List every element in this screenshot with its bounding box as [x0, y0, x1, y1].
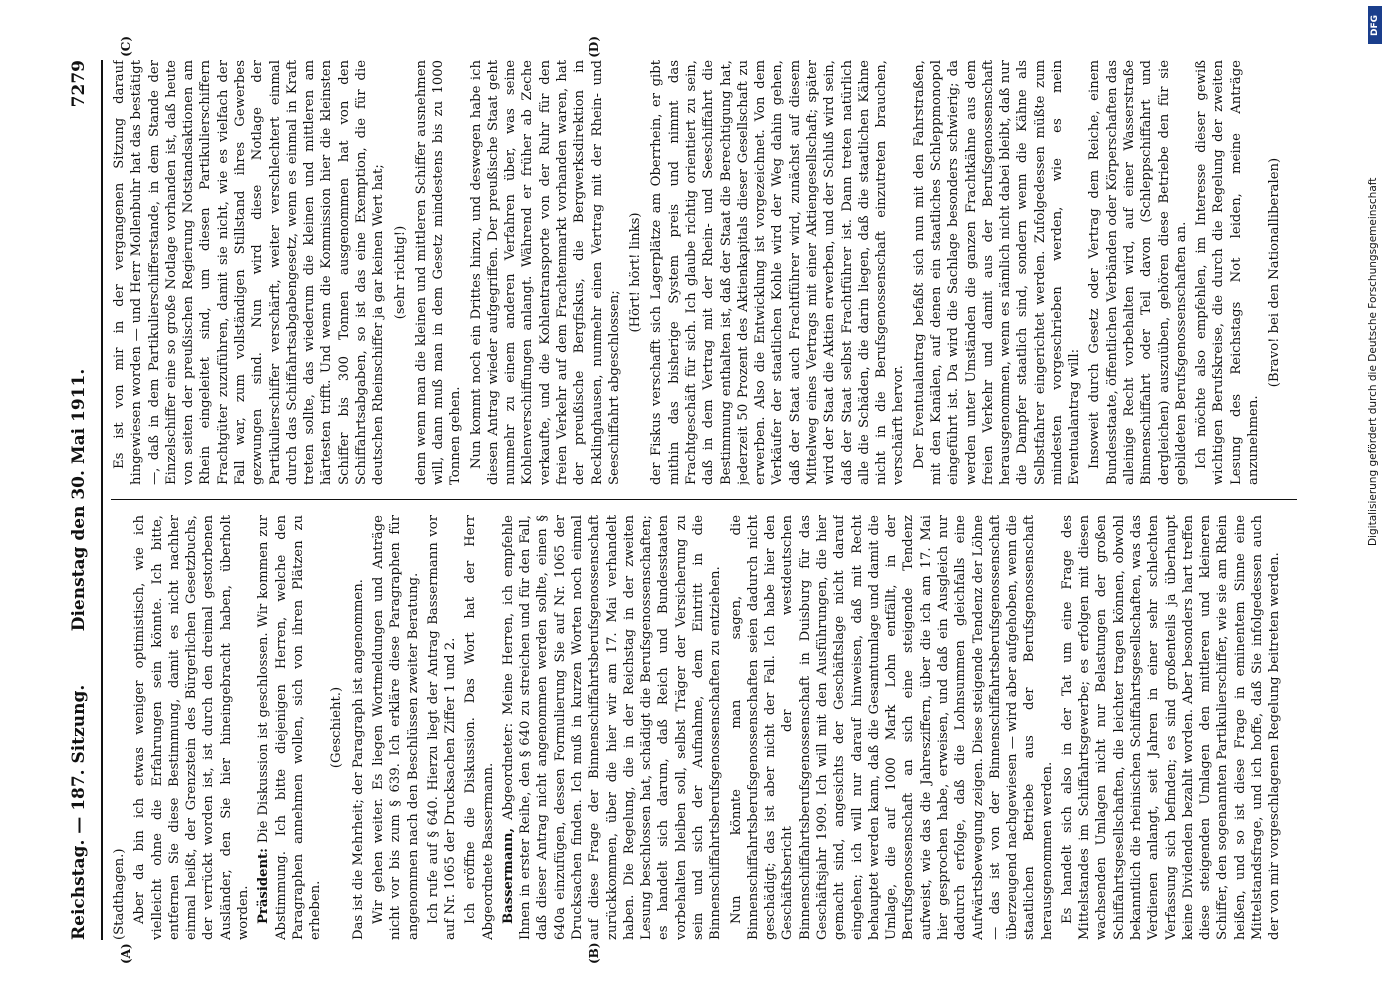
- column-divider: [111, 499, 1297, 500]
- paragraph: [111, 60, 388, 485]
- paragraph: [467, 60, 623, 485]
- paragraph-text: der Fiskus verschafft sich Lagerplätze am Oberrhein, er gibt mithin das bisherige System preis und nimmt das Frachtgeschäft für sich. Ich glaube richtig orientiert zu sein, daß in dem Vertrag mit der Rhein- und Seeschiffahrt die Bestimmung enthalten ist, daß der Staat die Berechtigung hat, jederzeit 50 Prozent des Aktienkapitals dieser Gesellschaft zu erwerben. Also die Entwicklung ist vorgezeichnet. Von dem Verkäufer der staatlichen Kohle wird der Weg dahin gehen, daß der Staat auch Frachtführer wird, zunächst auf diesem Mittelweg eines Vertrags mit einer Aktiengesellschaft; später wird der Staat die Aktien erwerben, und der Schluß wird sein, daß der Staat selbst Frachtführer ist. Dann treten natürlich alle die Schäden, die darin liegen, daß die staatlichen Kähne nicht in die Berufsgenossenschaft einzutreten brauchen, verschärft hervor.: [648, 60, 906, 485]
- paragraph-text: Es ist von mir in der vergangenen Sitzung darauf hingewiesen worden — und Herr Mollenbuhr hat das bestätigt —, daß in dem Partikulierschifferstande, in dem Stande der Einzelschiffer eine so große Notlage vorhanden ist, daß heute von seiten der preußischen Regierung Notstandsaktionen am Rhein eingeleitet sind, um diesen Partikulierschiffern Frachtgüter zuzuführen, damit sie nicht, wie es vielfach der Fall war, zum vollständigen Stillstand ihres Gewerbes gezwungen sind. Nun wird diese Notlage der Partikulierschiffer verschärft, weiter verschlechtert einmal durch das Schiffahrtsabgabengesetz, wenn es einmal in Kraft treten sollte, das wiederum die kleinen und mittleren am härtesten trifft. Und wenn die Kommission hier die kleinsten Schiffer bis 300 Tonnen ausgenommen hat von den Schiffahrtsabgaben, so ist das eine Exemption, die für die deutschen Rheinschiffer ja gar keinen Wert hat;: [111, 60, 386, 485]
- paragraph-text: Der Eventualantrag befaßt sich nun mit den Fahrstraßen, mit den Kanälen, auf denen ein staatliches Schleppmonopol eingeführt ist. Da wird die Sachlage besonders schwierig; da werden unter Umständen die ganzen Frachtkähne aus dem freien Verkehr und damit aus der Berufsgenossenschaft herausgenommen, wenn es nämlich nicht dabei bleibt, daß nur die Dampfer staatlich sind, sondern wenn die Kähne als Selbstfahrer eingerichtet werden. Zufolgedessen müßte zum mindesten vorgeschrieben werden, wie es mein Eventualantrag will:: [911, 60, 1082, 485]
- margin-mark-d: (D): [586, 36, 601, 58]
- paragraph: [349, 515, 366, 940]
- paragraph-text: Abgeordneter: Meine Herren, ich empfehle Ihnen in erster Reihe, den § 640 zu streichen und für den Fall, daß dieser Antrag nicht angenommen werden sollte, einen § 640a einzufügen, dessen Formulierung Sie auf Nr. 1065 der Drucksachen finden. Ich muß in kurzen Worten noch einmal auf diese Frage der Binnenschiffahrtsberufsgenossenschaft zurückkommen, über die hier wir am 17. Mai verhandelt haben. Die Regelung, die in der Reichstag in der zweiten Lesung beschlossen hat, schädigt die Berufsgenossenschaften; es handelt sich darum, daß Reich und Bundesstaaten vorbehalten bleiben soll, selbst Träger der Versicherung zu sein und sich der Aufnahme, dem Eintritt in die Binnenschiffahrtsberufsgenossenschaften zu entziehen.: [500, 515, 723, 940]
- margin-mark-c: (C): [118, 36, 133, 57]
- header-left: Reichstag. — 187. Sitzung.: [68, 684, 89, 940]
- speaker-name: Bassermann,: [500, 827, 516, 924]
- paragraph: [462, 515, 497, 940]
- paragraph-text: Insoweit durch Gesetz oder Vertrag dem Reiche, einem Bundesstaate, öffentlichen Verbänden oder Körperschaften das alleinige Recht vorbehalten wird, auf einer Wasserstraße Binnenschiffahrt oder Teil davon (Schleppschiffahrt und dergleichen) auszuüben, gehören diese Betriebe den für sie gebildeten Berufsgenossenschaften an.: [1086, 60, 1189, 485]
- header-date: Dienstag den 30. Mai 1911.: [68, 368, 89, 632]
- column-left: [111, 515, 1297, 940]
- page-header: [69, 60, 95, 940]
- page-number: 7279: [68, 60, 89, 108]
- paragraph: [131, 515, 252, 940]
- dfg-logo: DFG: [1368, 6, 1382, 44]
- paragraph-text: (Geschieht.): [328, 686, 344, 769]
- paragraph: [499, 515, 724, 940]
- speaker-name: Präsident:: [255, 847, 271, 924]
- margin-mark-b: (B): [586, 942, 601, 964]
- paragraph: [369, 515, 421, 940]
- paragraph: [648, 60, 907, 485]
- document-page: [47, 30, 1337, 970]
- paragraph-text: Aber da bin ich etwas weniger optimistisch, wie ich vielleicht ohne die Erfahrungen sein könnte. Ich bitte, entfernen Sie diese Bestimmung, damit es nicht nachher einmal heißt, der Grenzstein des Bürgerlichen Gesetzbuchs, der verrückt worden ist, ist durch den dreimal gestorbenen Ausländer, den Sie hier hineingebracht haben, überholt worden.: [131, 515, 251, 940]
- paragraph-text: Wir gehen weiter. Es liegen Wortmeldungen und Anträge nicht vor bis zum § 639. Ich erkläre diese Paragraphen für angenommen nach den Beschlüssen zweiter Beratung.: [370, 515, 420, 940]
- column-right: [111, 60, 1297, 485]
- paragraph-text: Nun könnte man sagen, die Binnenschiffahrtsberufsgenossenschaften seien dadurch nicht geschädigt; das ist aber nicht der Fall. Ich habe hier den Geschäftsbericht der westdeutschen Binnenschiffahrtsberufsgenossenschaft in Duisburg für das Geschäftsjahr 1909. Ich will mit den Ausführungen, die hier gemacht sind, angesichts der Geschäftslage nicht darauf eingehen; ich will nur darauf hinweisen, daß mit Recht behauptet werden kann, daß die Gesamtumlage und damit die Umlage, die auf 1000 Mark Lohn entfällt, in der Berufsgenossenschaft an sich eine steigende Tendenz aufweist, wie das die Jahresziffern, über die ich am 17. Mai hier gesprochen habe, erweisen, und daß ein Ausgleich nur dadurch erfolge, daß die Lohnsummen gleichfalls eine Aufwärtsbewegung zeigen. Diese steigende Tendenz der Löhne — das ist von der Binnenschiffahrtsberufsgenossenschaft überzeugend nachgewiesen — wird aber aufgehoben, wenn die staatlichen Betriebe aus der Berufsgenossenschaft herausgenommen werden.: [728, 515, 1055, 940]
- paragraph-text: Nun kommt noch ein Drittes hinzu, und deswegen habe ich diesen Antrag wieder aufgegriffen. Der preußische Staat geht nunmehr zu einem anderen Verfahren über, was seine Kohlenverschiffungen anlangt. Während er früher ab Zeche verkaufte, und die Kohlentransporte von der Ruhr für den freien Verkehr auf dem Frachtenmarkt vorhanden waren, hat der preußische Bergfiskus, die Bergwerksdirektion in Recklinghausen, nunmehr einen Vertrag mit der Rhein- und Seeschiffahrt abgeschlossen;: [468, 60, 622, 485]
- paragraph-text: Ich rufe auf § 640. Hierzu liegt der Antrag Bassermann vor auf Nr. 1065 der Drucksachen Ziffer 1 und 2.: [425, 515, 458, 940]
- paragraph-text: (Stadthagen.): [111, 848, 127, 940]
- paragraph-text: Das ist die Mehrheit; der Paragraph ist angenommen.: [350, 579, 366, 940]
- interjection: [391, 60, 408, 485]
- paragraph: [910, 60, 1083, 485]
- paragraph: [727, 515, 1055, 940]
- paragraph-text: Es handelt sich also in der Tat um eine Frage des Mittelstandes im Schiffahrtsgewerbe; es erfolgen mit diesen wachsenden Umlagen nicht nur Belastungen der großen Schiffahrtsgesellschaften, die leichter tragen können, obwohl bekanntlich die rheinischen Schiffahrtsgesellschaften, was das Verdienen anlangt, seit Jahren in einer sehr schlechten Verfassung sich befinden; es sind großenteils ja überhaupt keine Dividenden bezahlt worden. Aber besonders hart treffen diese steigenden Umlagen den mittleren und kleineren Schiffer, den sogenannten Partikulierschiffer, wie sie am Rhein heißen, und so ist diese Frage in eminentem Sinne eine Mittelstandsfrage, und ich hoffe, daß Sie infolgedessen auch der von mir vorgeschlagenen Regelung beitreten werden.: [1059, 515, 1282, 940]
- paragraph: [255, 515, 324, 940]
- interjection: [1266, 60, 1283, 485]
- paragraph-text: Ich möchte also empfehlen, im Interesse dieser gewiß wichtigen Berufskreise, die durch die Regelung der zweiten Lesung des Reichstags Not leiden, meine Anträge anzunehmen.: [1193, 60, 1261, 485]
- paragraph: [412, 60, 464, 485]
- paragraph: [111, 515, 128, 940]
- paragraph-text: (Hört! hört! links): [627, 212, 643, 333]
- paragraph-text: Ich eröffne die Diskussion. Das Wort hat der Herr Abgeordnete Bassermann.: [462, 515, 496, 940]
- paragraph: [1086, 60, 1190, 485]
- paragraph: [1193, 60, 1262, 485]
- paragraph-text: denn wenn man die kleinen und mittleren Schiffer ausnehmen will, dann muß man in dem Gesetz mindestens bis zu 1000 Tonnen gehen.: [413, 60, 463, 485]
- paragraph-text: Die Diskussion ist geschlossen. Wir kommen zur Abstimmung. Ich bitte diejenigen Herren, welche den Paragraphen annehmen wollen, sich von ihren Plätzen zu erheben.: [255, 515, 323, 940]
- margin-mark-a: (A): [118, 943, 133, 964]
- interjection: [328, 515, 345, 940]
- paragraph-text: (sehr richtig!): [392, 225, 407, 320]
- paragraph-text: (Bravo! bei den Nationalliberalen): [1266, 157, 1282, 388]
- paragraph: [424, 515, 459, 940]
- paragraph: [1058, 515, 1283, 940]
- header-rule: [101, 60, 103, 940]
- digitization-note: Digitalisierung gefördert durch die Deutsche Forschungsgemeinschaft: [1367, 177, 1379, 546]
- interjection: [627, 60, 644, 485]
